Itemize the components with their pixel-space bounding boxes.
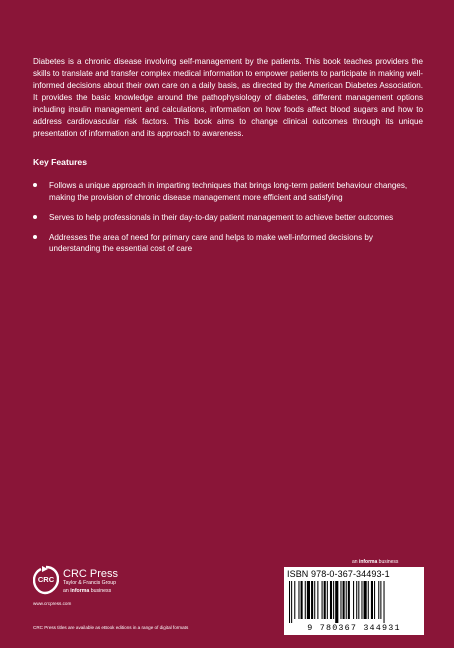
- list-item: [33, 180, 425, 203]
- publisher-name: CRC Press: [63, 568, 119, 580]
- key-feature-text: Follows a unique approach in imparting techniques that brings long-term patient behaviour changes, making the provision of chronic disease management more efficient and satisfying: [49, 181, 408, 202]
- informa-business-tag: an informa business: [352, 559, 399, 565]
- list-item: [33, 212, 425, 224]
- publisher-group: Taylor & Francis Group: [63, 580, 117, 586]
- svg-text:CRC: CRC: [37, 575, 55, 584]
- bullet-icon: [33, 235, 37, 239]
- bullet-icon: [33, 215, 37, 219]
- key-features-title: Key Features: [33, 157, 87, 167]
- bullet-icon: [33, 183, 37, 187]
- crc-logo-icon: [33, 565, 59, 595]
- barcode-box: [284, 567, 424, 635]
- key-feature-text: Serves to help professionals in their day-to-day patient management to achieve better outcomes: [49, 212, 394, 222]
- footer-note: CRC Press titles are available as eBook editions in a range of digital formats: [33, 625, 189, 630]
- book-description: Diabetes is a chronic disease involving self-management by the patients. This book teaches providers the skills to translate and transfer complex medical information to empower patients to participate in making well-informed decisions about their own care on a daily basis, as directed by the American Diabetes Association. It provides the basic knowledge around the pathophysiology of diabetes, different management options including insulin management and calculations, information on how foods affect blood sugars and how to address cardiovascular risk factors. This book aims to change clinical outcomes through its unique presentation of information and its approach to awareness.: [33, 57, 423, 138]
- list-item: [33, 232, 425, 255]
- key-feature-text: Addresses the area of need for primary care and helps to make well-informed decisions by understanding the essential cost of care: [49, 232, 373, 254]
- key-features-list: [33, 180, 425, 263]
- barcode-icon: [287, 581, 421, 623]
- publisher-url: www.crcpress.com: [33, 601, 72, 606]
- publisher-informa-tag: an informa business: [63, 588, 112, 594]
- isbn-text: ISBN 978-0-367-34493-1: [287, 569, 390, 579]
- barcode-digits: 9 780367 344931: [307, 623, 401, 633]
